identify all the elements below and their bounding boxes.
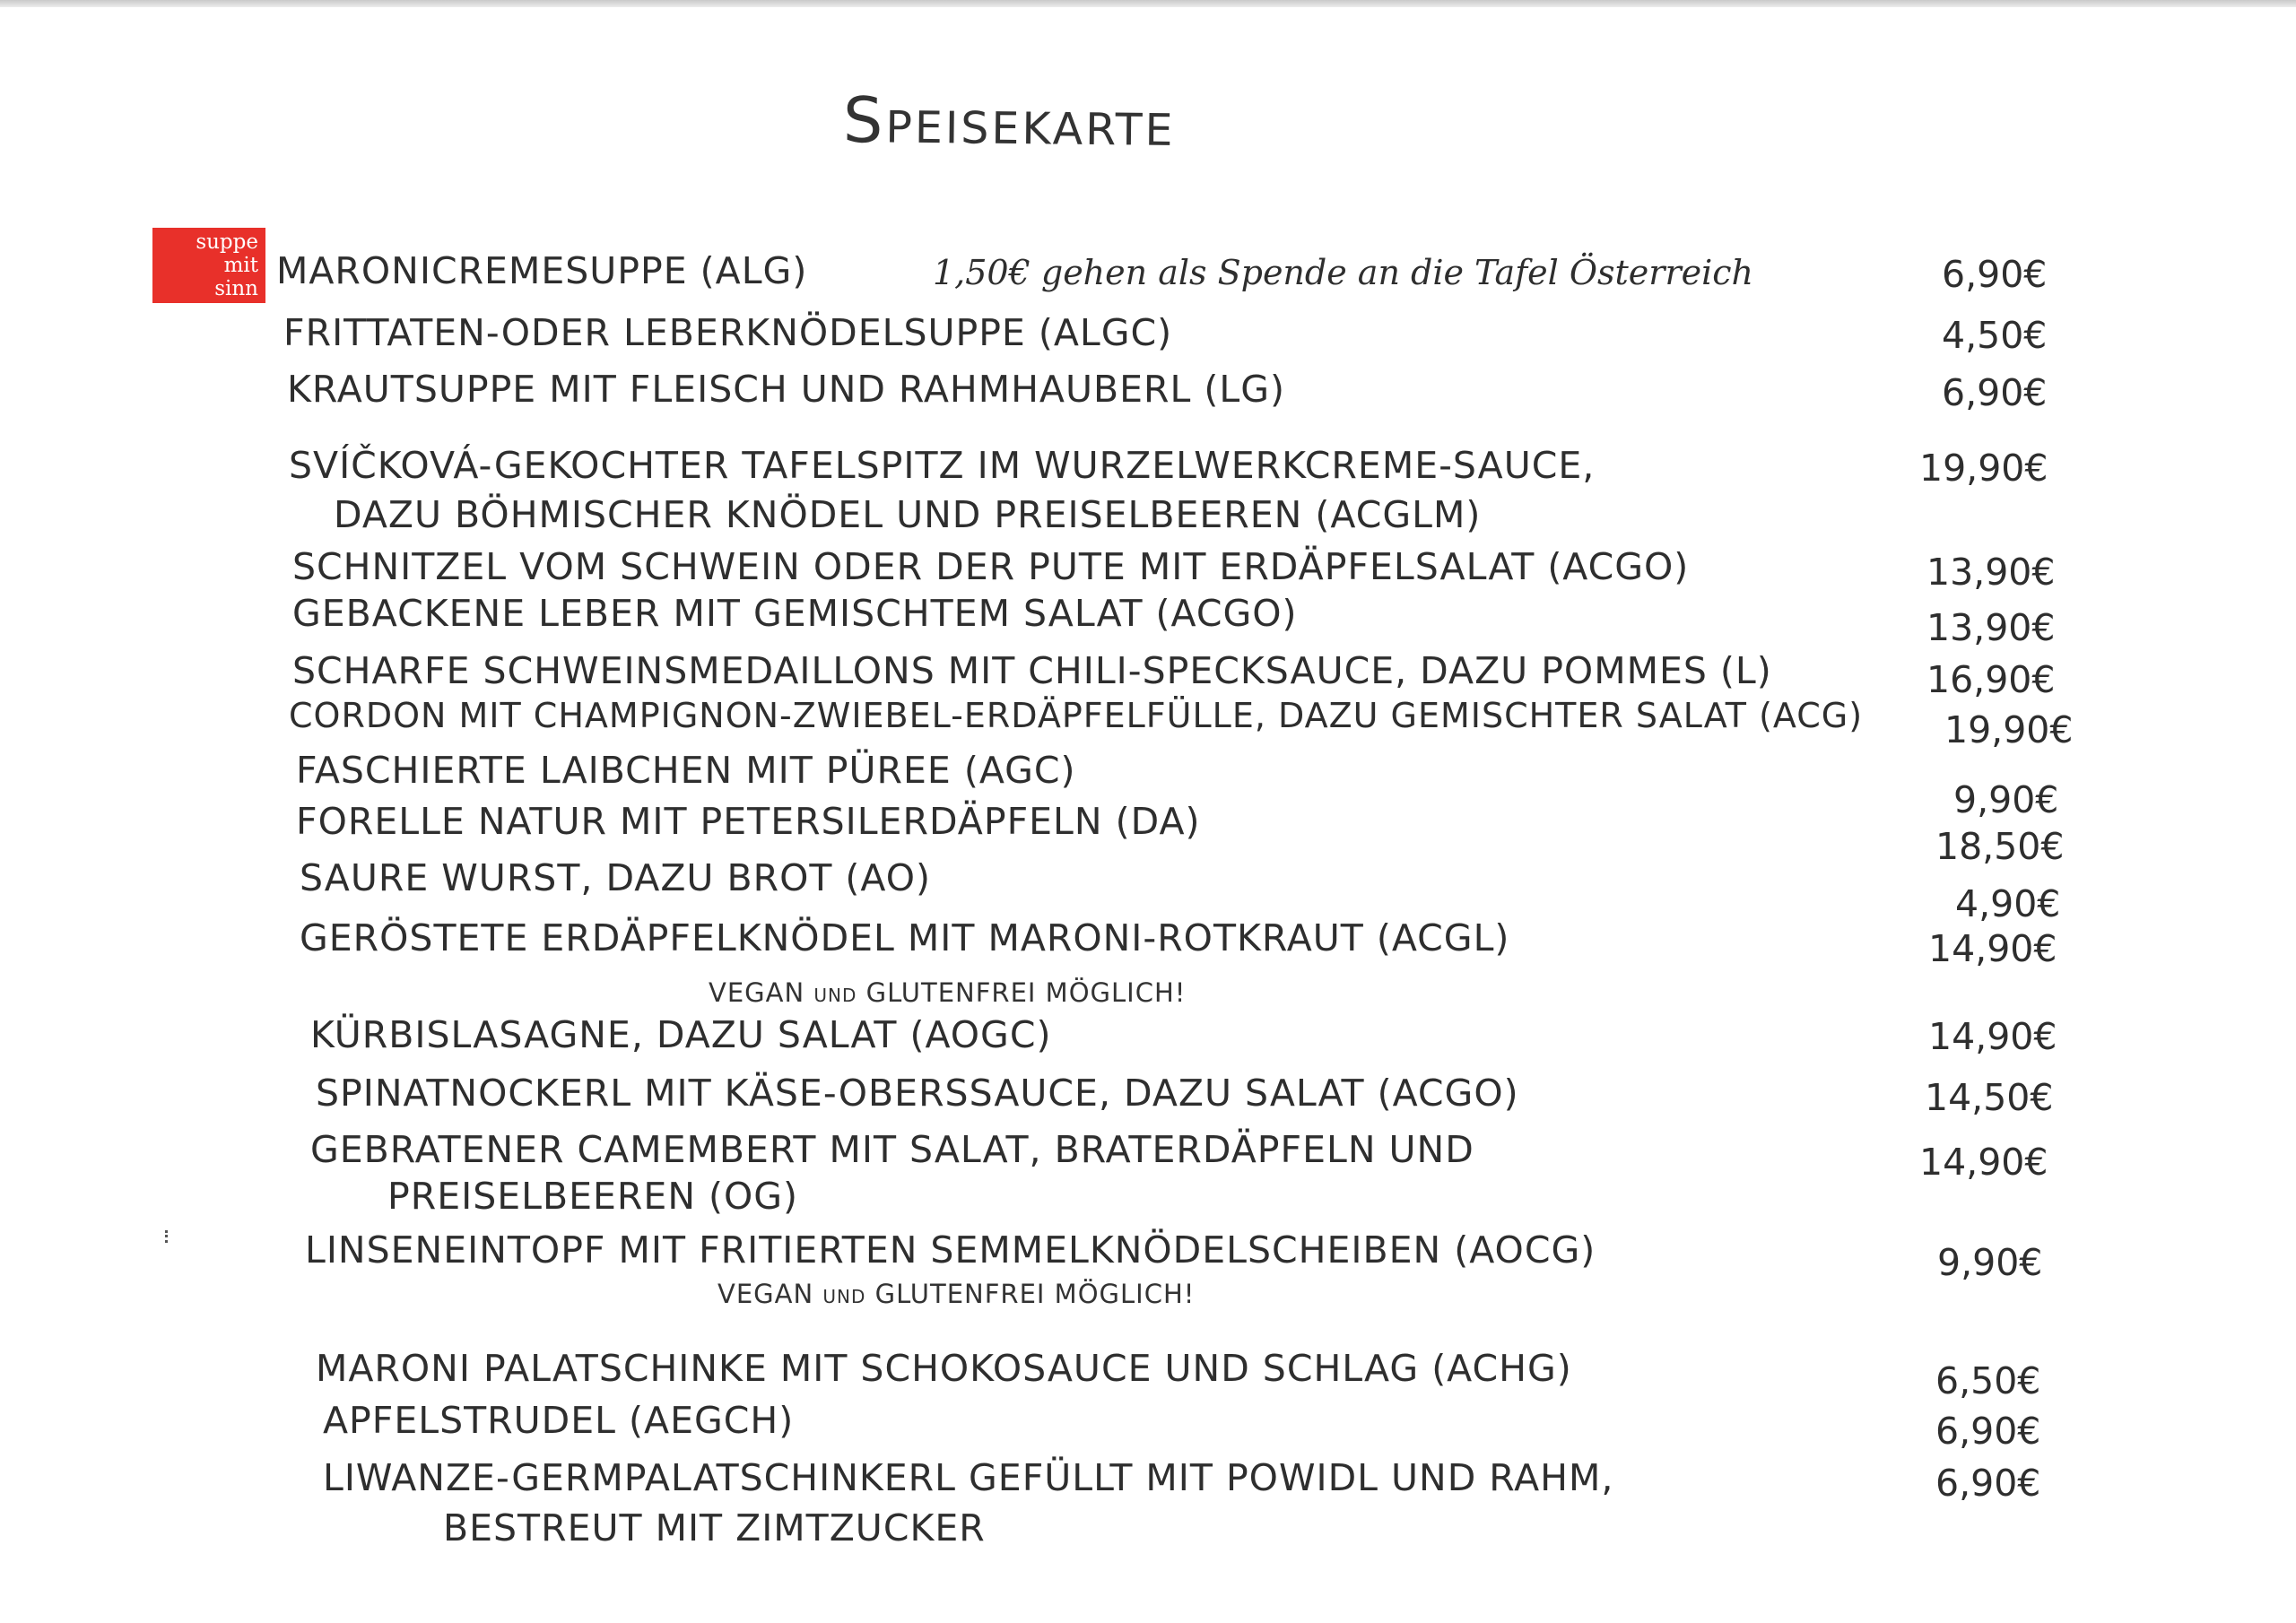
menu-item-name: SAURE WURST, DAZU BROT (AO)	[300, 856, 932, 899]
menu-item-name: APFELSTRUDEL (AEGCH)	[323, 1399, 795, 1442]
menu-item-price: 14,90€	[1928, 1015, 2057, 1058]
menu-title: Speisekarte	[842, 83, 1177, 161]
menu-item-name: FASCHIERTE LAIBCHEN MIT PÜREE (AGC)	[296, 749, 1076, 792]
menu-item-name: KÜRBISLASAGNE, DAZU SALAT (AOGC)	[310, 1013, 1052, 1056]
menu-item-name-continued: BESTREUT MIT ZIMTZUCKER	[443, 1506, 986, 1549]
scan-top-edge	[0, 0, 2296, 7]
menu-item-price: 14,90€	[1928, 927, 2057, 970]
menu-item-price: 6,90€	[1935, 1462, 2041, 1505]
menu-item-name: SCHNITZEL VOM SCHWEIN ODER DER PUTE MIT ERDÄPFELSALAT (ACGO)	[292, 545, 1690, 588]
suppe-mit-sinn-logo: suppe mit sinn	[152, 228, 265, 303]
menu-item-name: SCHARFE SCHWEINSMEDAILLONS MIT CHILI-SPECKSAUCE, DAZU POMMES (L)	[292, 649, 1772, 692]
menu-item-name: GERÖSTETE ERDÄPFELKNÖDEL MIT MARONI-ROTKRAUT (ACGL)	[300, 916, 1510, 959]
menu-item-price: 9,90€	[1953, 778, 2059, 821]
menu-item-price: 6,90€	[1942, 253, 2048, 296]
menu-item-price: 18,50€	[1935, 825, 2065, 868]
menu-item-name: SPINATNOCKERL MIT KÄSE-OBERSSAUCE, DAZU SALAT (ACGO)	[316, 1072, 1519, 1115]
menu-item-name: SVÍČKOVÁ-GEKOCHTER TAFELSPITZ IM WURZELWERKCREME-SAUCE,	[289, 444, 1596, 487]
menu-item-price: 13,90€	[1926, 551, 2056, 594]
menu-item-price: 6,90€	[1935, 1410, 2041, 1453]
menu-item-name: FORELLE NATUR MIT PETERSILERDÄPFELN (DA)	[296, 800, 1201, 843]
menu-item-price: 19,90€	[1944, 708, 2074, 751]
menu-item-price: 19,90€	[1919, 447, 2048, 490]
vegan-note: VEGAN und GLUTENFREI MÖGLICH!	[718, 1279, 1196, 1309]
menu-item-name: FRITTATEN-ODER LEBERKNÖDELSUPPE (ALGC)	[283, 311, 1173, 354]
menu-item-name: CORDON MIT CHAMPIGNON-ZWIEBEL-ERDÄPFELFÜLLE, DAZU GEMISCHTER SALAT (ACG)	[289, 696, 1864, 735]
menu-item-price: 16,90€	[1926, 658, 2056, 701]
menu-item-name: LINSENEINTOPF MIT FRITIERTEN SEMMELKNÖDELSCHEIBEN (AOCG)	[305, 1228, 1596, 1271]
menu-item-name: GEBRATENER CAMEMBERT MIT SALAT, BRATERDÄPFELN UND	[310, 1128, 1474, 1171]
menu-item-price: 4,50€	[1942, 314, 2048, 357]
menu-item-name-continued: DAZU BÖHMISCHER KNÖDEL UND PREISELBEEREN (ACGLM)	[334, 493, 1482, 536]
menu-item-name: MARONICREMESUPPE (ALG)	[276, 249, 808, 292]
menu-item-price: 14,90€	[1919, 1141, 2048, 1184]
menu-item-price: 9,90€	[1937, 1241, 2043, 1284]
vegan-note: VEGAN und GLUTENFREI MÖGLICH!	[709, 977, 1187, 1008]
menu-item-name: MARONI PALATSCHINKE MIT SCHOKOSAUCE UND SCHLAG (ACHG)	[316, 1347, 1572, 1390]
donation-note: 1,50€ gehen als Spende an die Tafel Österreich	[933, 253, 1754, 292]
menu-item-price: 6,50€	[1935, 1359, 2041, 1402]
menu-item-price: 13,90€	[1926, 606, 2056, 649]
menu-item-price: 6,90€	[1942, 371, 2048, 414]
menu-item-name: LIWANZE-GERMPALATSCHINKERL GEFÜLLT MIT POWIDL UND RAHM,	[323, 1456, 1614, 1499]
menu-item-name-continued: PREISELBEEREN (OG)	[387, 1175, 799, 1218]
menu-item-name: KRAUTSUPPE MIT FLEISCH UND RAHMHAUBERL (LG)	[287, 368, 1285, 411]
scan-artifact-mark	[165, 1230, 171, 1243]
menu-item-price: 14,50€	[1925, 1076, 2054, 1119]
menu-item-name: GEBACKENE LEBER MIT GEMISCHTEM SALAT (ACGO)	[292, 592, 1298, 635]
menu-item-price: 4,90€	[1955, 882, 2061, 925]
